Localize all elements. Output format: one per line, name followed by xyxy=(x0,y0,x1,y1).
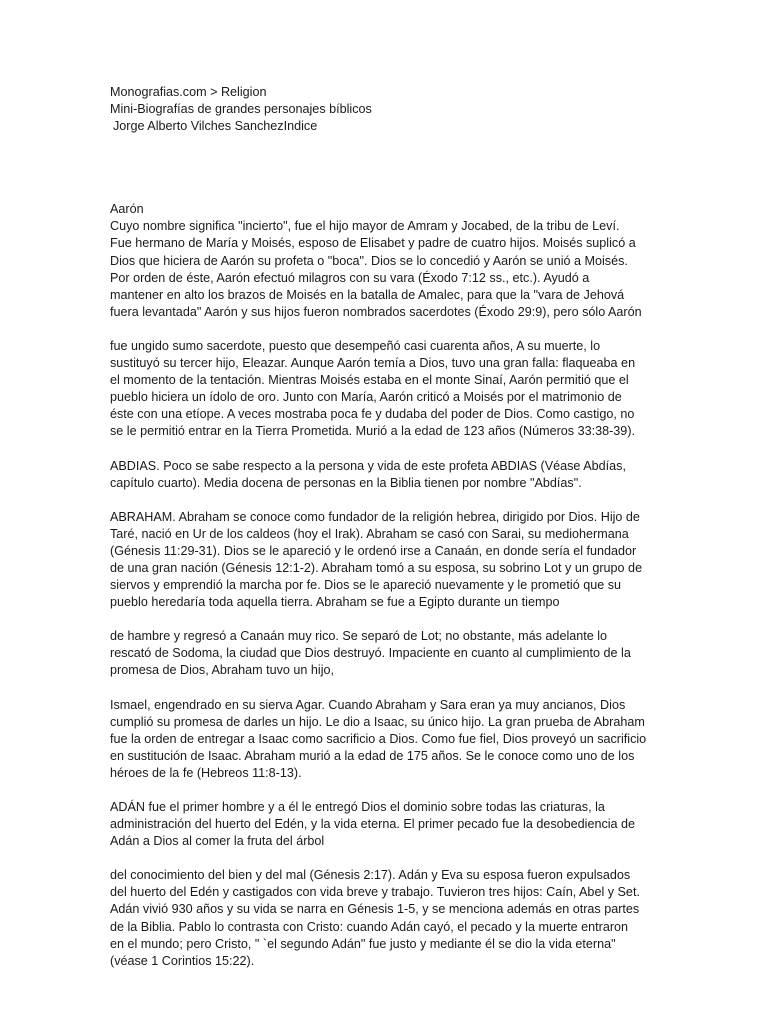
paragraph-abraham-1 xyxy=(110,509,655,612)
heading-aaron: Aarón xyxy=(110,202,144,217)
text-line: de hambre y regresó a Canaán muy rico. Se separó de Lot; no obstante, más adelante lo xyxy=(110,629,608,644)
text-line: Ismael, engendrado en su sierva Agar. Cuando Abraham y Sara eran ya muy ancianos, Dios xyxy=(110,697,626,712)
text-line: fue la orden de entregar a Isaac como sacrificio a Dios. Como fue fiel, Dios proveyó un sacrificio xyxy=(110,731,647,746)
text-line: capítulo cuarto). Media docena de personas en la Biblia tienen por nombre "Abdías". xyxy=(110,475,582,490)
text-line: Por orden de éste, Aarón efectuó milagros con su vara (Éxodo 7:12 ss., etc.). Ayudó a xyxy=(110,270,590,285)
text-line: Fue hermano de María y Moisés, esposo de Elisabet y padre de cuatro hijos. Moisés suplicó a xyxy=(110,236,636,251)
paragraph-abdias xyxy=(110,458,655,492)
text-line: de una gran nación (Génesis 12:1-2). Abraham tomó a su esposa, su sobrino Lot y un grupo de xyxy=(110,560,643,575)
text-line: cumplió su promesa de darles un hijo. Le dio a Isaac, su único hijo. La gran prueba de Abraham xyxy=(110,714,645,729)
text-line: pueblo heredaría toda aquella tierra. Abraham se fue a Egipto durante un tiempo xyxy=(110,595,560,610)
text-line: Cuyo nombre significa "incierto", fue el hijo mayor de Amram y Jocabed, de la tribu de Leví. xyxy=(110,219,620,234)
paragraph-abraham-2 xyxy=(110,628,655,679)
paragraph-aaron-2 xyxy=(110,338,655,441)
paragraph-abraham-3 xyxy=(110,697,655,782)
text-line: del conocimiento del bien y del mal (Génesis 2:17). Adán y Eva su esposa fueron expulsados xyxy=(110,868,631,883)
text-line: rescató de Sodoma, la ciudad que Dios destruyó. Impaciente en cuanto al cumplimiento de la xyxy=(110,646,631,661)
header-spacer xyxy=(110,135,655,201)
text-line: Taré, nació en Ur de los caldeos (hoy el Irak). Abraham se casó con Sarai, su mediohermana xyxy=(110,526,629,541)
text-line: se le permitió entrar en la Tierra Prometida. Murió a la edad de 123 años (Números 33:38-39). xyxy=(110,424,636,439)
text-line: fuera levantada" Aarón y sus hijos fueron nombrados sacerdotes (Éxodo 29:9), pero sólo Aarón xyxy=(110,304,642,319)
text-line: (véase 1 Corintios 15:22). xyxy=(110,953,255,968)
section-heading-aaron xyxy=(110,201,655,218)
document-title: Mini-Biografías de grandes personajes bíblicos xyxy=(110,102,372,117)
text-line: mantener en alto los brazos de Moisés en la batalla de Amalec, para que la "vara de Jehová xyxy=(110,287,625,302)
text-line: (Génesis 11:29-31). Dios se le apareció y le ordenó irse a Canaán, en donde sería el fundador xyxy=(110,543,637,558)
text-line: en el mundo; pero Cristo, " `el segundo Adán" fue justo y mediante él se dio la vida eterna" xyxy=(110,936,616,951)
text-line: ABRAHAM. Abraham se conoce como fundador de la religión hebrea, dirigido por Dios. Hijo de xyxy=(110,509,640,524)
text-line: sustituyó su tercer hijo, Eleazar. Aunque Aarón temía a Dios, tuvo una gran falla: flaqueaba en xyxy=(110,356,636,371)
text-line: ABDIAS. Poco se sabe respecto a la persona y vida de este profeta ABDIAS (Véase Abdías, xyxy=(110,458,626,473)
text-line: Adán a Dios al comer la fruta del árbol xyxy=(110,834,325,849)
text-line: promesa de Dios, Abraham tuvo un hijo, xyxy=(110,663,335,678)
author-line: Jorge Alberto Vilches SanchezIndice xyxy=(113,119,318,134)
paragraph-aaron-1 xyxy=(110,218,655,321)
text-line: de la Biblia. Pablo lo contrasta con Cristo: cuando Adán cayó, el pecado y la muerte entraron xyxy=(110,919,629,934)
text-line: fue ungido sumo sacerdote, puesto que desempeñó casi cuarenta años, A su muerte, lo xyxy=(110,338,601,353)
text-line: héroes de la fe (Hebreos 11:8-13). xyxy=(110,765,302,780)
text-line: del huerto del Edén y castigados con vida breve y trabajo. Tuvieron tres hijos: Caín, Abel y Set. xyxy=(110,885,640,900)
text-line: Adán vivió 930 años y su vida se narra en Génesis 1-5, y se menciona además en otras partes xyxy=(110,902,640,917)
text-line: en sustitución de Isaac. Abraham murió a la edad de 175 años. Se le conoce como uno de los xyxy=(110,748,635,763)
paragraph-adan-1 xyxy=(110,799,655,850)
document-header xyxy=(110,84,655,135)
text-line: pueblo hiciera un ídolo de oro. Junto con María, Aarón criticó a Moisés por el matrimonio de xyxy=(110,390,622,405)
text-line: el momento de la tentación. Mientras Moisés estaba en el monte Sinaí, Aarón permitió que el xyxy=(110,373,629,388)
text-line: siervos y emprendió la marcha por fe. Dios se le apareció nuevamente y le prometió que su xyxy=(110,578,622,593)
breadcrumb: Monografias.com > Religion xyxy=(110,85,267,99)
text-line: administración del huerto del Edén, y la vida eterna. El primer pecado fue la desobediencia de xyxy=(110,817,636,832)
text-line: éste con una etíope. A veces mostraba poca fe y dudaba del poder de Dios. Como castigo, no xyxy=(110,407,635,422)
text-line: Dios que hiciera de Aarón su profeta o "boca". Dios se lo concedió y Aarón se unió a Moisés. xyxy=(110,253,628,268)
document-body xyxy=(110,84,655,987)
paragraph-adan-2 xyxy=(110,867,655,970)
text-line: ADÁN fue el primer hombre y a él le entregó Dios el dominio sobre todas las criaturas, la xyxy=(110,800,605,814)
